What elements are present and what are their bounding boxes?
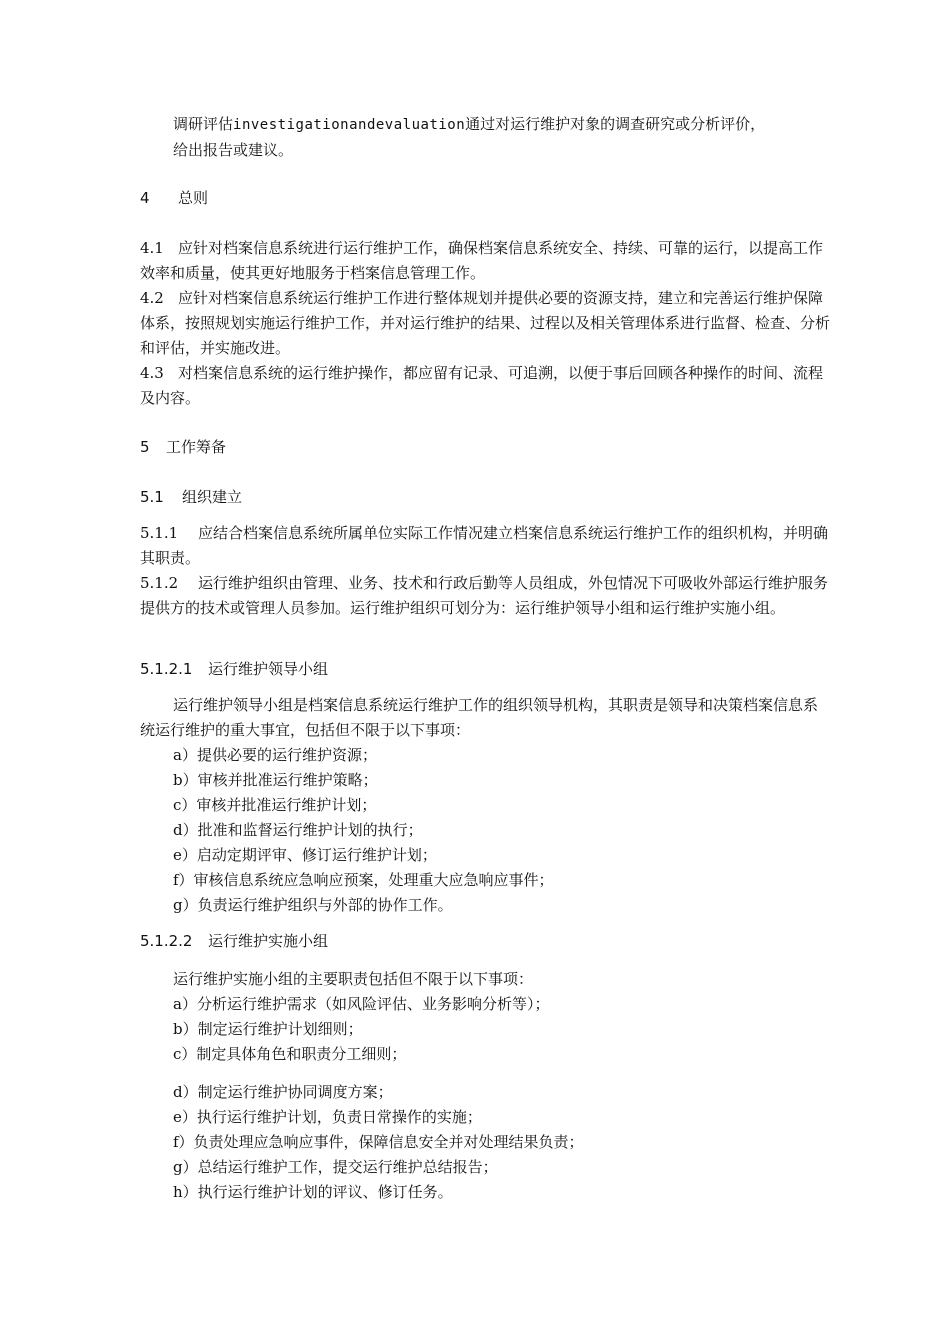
- clause-text: 应针对档案信息系统运行维护工作进行整体规划并提供必要的资源支持，建立和完善运行维护保障体系，按照规划实施运行维护工作，并对运行维护的结果、过程以及相关管理体系进行监督、检查、分析和评估，并实施改进。: [140, 289, 831, 357]
- clause-4-2: [140, 286, 830, 361]
- list-item: d）批准和监督运行维护计划的执行；: [173, 821, 423, 839]
- section-number: 4: [140, 189, 150, 207]
- section-number: 5.1: [140, 488, 164, 506]
- list-item: f）负责处理应急响应事件，保障信息安全并对处理结果负责；: [173, 1133, 584, 1151]
- list-item: b）制定运行维护计划细则；: [173, 1020, 363, 1038]
- list-item: c）审核并批准运行维护计划；: [173, 796, 377, 814]
- list-item: c）制定具体角色和职责分工细则；: [173, 1045, 407, 1063]
- clause-text: 运行维护组织由管理、业务、技术和行政后勤等人员组成，外包情况下可吸收外部运行维护服务提供方的技术或管理人员参加。运行维护组织可划分为：运行维护领导小组和运行维护实施小组。: [140, 574, 829, 617]
- list-item: g）总结运行维护工作，提交运行维护总结报告；: [173, 1158, 498, 1176]
- list-item: b）审核并批准运行维护策略；: [173, 771, 378, 789]
- clause-number: 5.1.1: [140, 524, 179, 542]
- list-item: h）执行运行维护计划的评议、修订任务。: [173, 1183, 453, 1201]
- section-title: 总则: [178, 189, 209, 207]
- clause-number: 4.3: [140, 364, 164, 382]
- list-item: a）提供必要的运行维护资源；: [173, 746, 377, 764]
- definition-text-line1: 通过对运行维护对象的调查研究或分析评价，: [465, 115, 766, 133]
- clause-4-1: [140, 236, 830, 286]
- term-chinese: 调研评估: [173, 115, 234, 133]
- section-title: 组织建立: [182, 488, 243, 506]
- list-item: e）执行运行维护计划，负责日常操作的实施；: [173, 1108, 482, 1126]
- section-5-1-2-2-heading: [140, 929, 830, 954]
- section-title: 运行维护领导小组: [208, 660, 329, 678]
- clause-number: 5.1.2: [140, 574, 179, 592]
- clause-number: 4.1: [140, 239, 164, 257]
- definition-paragraph: [173, 112, 830, 163]
- term-english: investigationandevaluation: [233, 117, 466, 133]
- leader-group-intro: 运行维护领导小组是档案信息系统运行维护工作的组织领导机构，其职责是领导和决策档案信息系统运行维护的重大事宜，包括但不限于以下事项：: [140, 696, 819, 739]
- section-number: 5.1.2.1: [140, 660, 193, 678]
- clause-number: 4.2: [140, 289, 164, 307]
- section-number: 5.1.2.2: [140, 932, 193, 950]
- clause-text: 应结合档案信息系统所属单位实际工作情况建立档案信息系统运行维护工作的组织机构，并明确其职责。: [140, 524, 829, 567]
- list-item: e）启动定期评审、修订运行维护计划；: [173, 846, 437, 864]
- definition-text-line2: 给出报告或建议。: [173, 141, 294, 159]
- list-item: g）负责运行维护组织与外部的协作工作。: [173, 896, 453, 914]
- section-5-1-heading: [140, 485, 830, 510]
- section-title: 工作筹备: [166, 438, 227, 456]
- section-number: 5: [140, 438, 150, 456]
- clause-5-1-1: [140, 521, 830, 571]
- clause-5-1-2: [140, 571, 830, 621]
- section-4-heading: [140, 186, 830, 211]
- clause-text: 对档案信息系统的运行维护操作，都应留有记录、可追溯，以便于事后回顾各种操作的时间、流程及内容。: [140, 364, 824, 407]
- list-item: f）审核信息系统应急响应预案，处理重大应急响应事件；: [173, 871, 554, 889]
- impl-group-intro: 运行维护实施小组的主要职责包括但不限于以下事项：: [173, 970, 534, 988]
- section-5-1-2-1-heading: [140, 657, 830, 682]
- list-item: d）制定运行维护协同调度方案；: [173, 1083, 393, 1101]
- clause-text: 应针对档案信息系统进行运行维护工作，确保档案信息系统安全、持续、可靠的运行，以提高工作效率和质量，使其更好地服务于档案信息管理工作。: [140, 239, 824, 282]
- list-item: a）分析运行维护需求（如风险评估、业务影响分析等）；: [173, 995, 550, 1013]
- section-title: 运行维护实施小组: [208, 932, 329, 950]
- clause-4-3: [140, 361, 830, 411]
- section-5-heading: [140, 435, 830, 460]
